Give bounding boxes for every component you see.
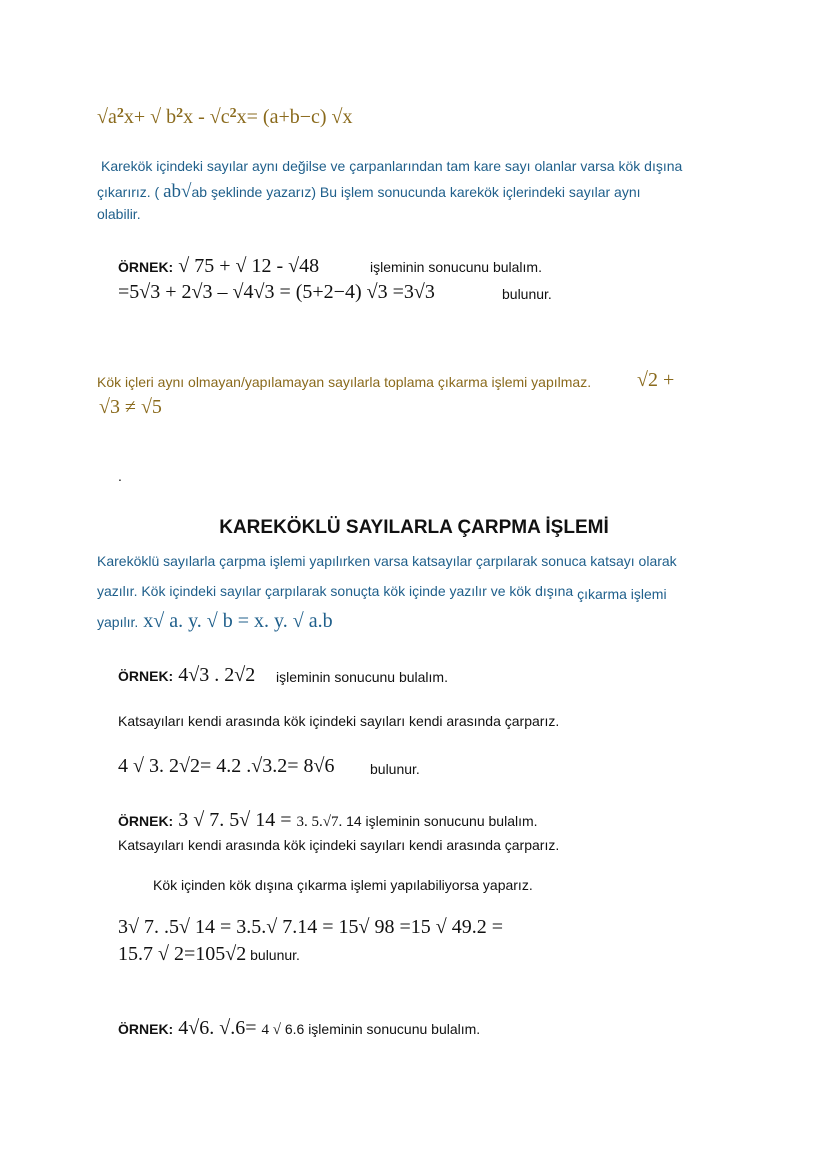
example3-expr-small: 3. 5.√7. — [296, 814, 343, 830]
example4-expr-small: 4 √ — [261, 1022, 281, 1038]
example3-note2: Kök içinden kök dışına çıkarma işlemi yapılabiliyorsa yaparız. — [153, 877, 533, 893]
formula-term-a: √a — [97, 106, 117, 128]
example2-result: bulunur. — [370, 761, 420, 777]
example-label: ÖRNEK: — [118, 259, 174, 275]
example1-expr: √ 75 + √ 12 - √48 — [173, 255, 320, 277]
example3-result: bulunur. — [246, 947, 300, 963]
example3-line — [118, 809, 538, 832]
section2-line3-start: yapılır. — [97, 614, 139, 630]
exponent: 2 — [176, 106, 184, 121]
para1-line2-end: ab şeklinde yazarız) Bu işlem sonucunda karekök içlerindeki sayılar aynı — [191, 184, 641, 200]
para1-line1: Karekök içindeki sayılar aynı değilse ve çarpanlarından tam kare sayı olanlar varsa kök dışına — [101, 158, 683, 174]
note-math2: √3 ≠ √5 — [99, 396, 162, 418]
section-title: KAREKÖKLÜ SAYILARLA ÇARPMA İŞLEMİ — [219, 517, 609, 538]
example4-expr: 4√6. √.6= — [173, 1017, 262, 1039]
example2-note: Katsayıları kendi arasında kök içindeki sayıları kendi arasında çarparız. — [118, 713, 560, 729]
example3-solution2-line — [118, 943, 300, 966]
formula-term-b: x+ √ b — [123, 106, 177, 128]
example4-line — [118, 1017, 480, 1040]
formula-term-c: x - √c — [183, 106, 230, 128]
example1-solution: =5√3 + 2√3 – √4√3 = (5+2−4) √3 =3√3 — [118, 281, 435, 303]
para1-math: ab√ — [163, 181, 192, 202]
example-label: ÖRNEK: — [118, 668, 174, 684]
stray-dot: . — [118, 468, 122, 484]
example3-solution2: 15.7 √ 2=105√2 — [118, 943, 247, 965]
example3-solution1: 3√ 7. .5√ 14 = 3.5.√ 7.14 = 15√ 98 =15 √ 49.2 = — [118, 916, 503, 938]
para1-line3: olabilir. — [97, 206, 141, 222]
example3-expr: 3 √ 7. 5√ 14 = — [173, 809, 297, 831]
example1-line — [118, 255, 319, 278]
example2-line — [118, 664, 255, 687]
para1-line2-start: çıkarırız. ( — [97, 184, 160, 200]
example3-note: Katsayıları kendi arasında kök içindeki sayıları kendi arasında çarparız. — [118, 837, 560, 853]
example4-text: 6.6 işleminin sonucunu bulalım. — [280, 1021, 481, 1037]
example-label: ÖRNEK: — [118, 813, 174, 829]
example-label: ÖRNEK: — [118, 1021, 174, 1037]
para1-line2 — [97, 181, 729, 203]
example2-text: işleminin sonucunu bulalım. — [276, 669, 448, 685]
example3-text: 14 işleminin sonucunu bulalım. — [342, 813, 538, 829]
formula-top — [97, 106, 353, 129]
section2-line2 — [97, 583, 667, 602]
note-text: Kök içleri aynı olmayan/yapılamayan sayılarla toplama çıkarma işlemi yapılmaz. — [97, 374, 592, 390]
section2-line2-end: çıkarma işlemi — [577, 586, 667, 602]
section2-line1: Kareköklü sayılarla çarpma işlemi yapılırken varsa katsayılar çarpılarak sonuca katsayı olarak — [97, 553, 677, 569]
section2-math: x√ a. y. √ b = x. y. √ a.b — [138, 610, 333, 632]
example2-solution: 4 √ 3. 2√2= 4.2 .√3.2= 8√6 — [118, 755, 335, 777]
section2-line2-start: yazılır. Kök içindeki sayılar çarpılarak sonuçta kök içinde yazılır ve kök dışına — [97, 583, 574, 599]
section2-line3 — [97, 610, 333, 633]
exponent: 2 — [116, 106, 124, 121]
formula-result: x= (a+b−c) √x — [236, 106, 353, 128]
example2-expr: 4√3 . 2√2 — [173, 664, 256, 686]
example1-text: işleminin sonucunu bulalım. — [370, 259, 542, 275]
note-math1: √2 + — [637, 369, 675, 391]
exponent: 2 — [229, 106, 237, 121]
example1-result: bulunur. — [502, 286, 552, 302]
